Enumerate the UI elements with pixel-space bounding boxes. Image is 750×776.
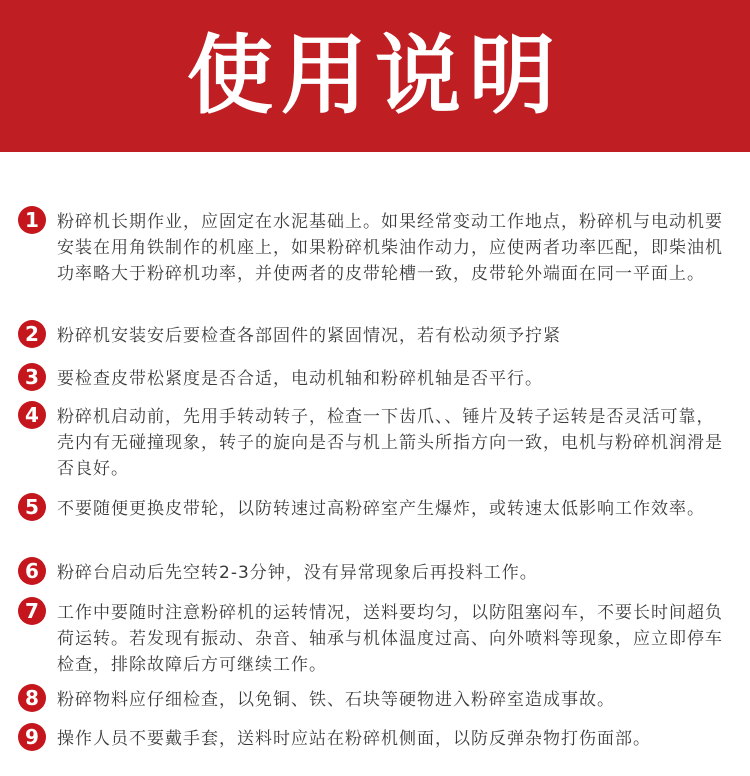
- item-text: 要检查皮带松紧度是否合适，电动机轴和粉碎机轴是否平行。: [57, 369, 543, 389]
- list-item: [18, 496, 730, 522]
- item-text: 不要随便更换皮带轮，以防转速过高粉碎室产生爆炸，或转速太低影响工作效率。: [57, 499, 705, 519]
- item-number-badge: 5: [18, 493, 46, 521]
- item-number-badge: 1: [18, 206, 46, 234]
- item-text: 粉碎物料应仔细检查，以免铜、铁、石块等硬物进入粉碎室造成事故。: [57, 690, 615, 710]
- item-text: 工作中要随时注意粉碎机的运转情况，送料要均匀，以防阻塞闷车，不要长时间超负荷运转。若发现有振动、杂音、轴承与机体温度过高、向外喷料等现象，应立即停车检查，排除故障后方可继续工作。: [57, 603, 723, 675]
- item-text: 操作人员不要戴手套，送料时应站在粉碎机侧面，以防反弹杂物打伤面部。: [57, 729, 651, 749]
- item-text: 粉碎机启动前，先用手转动转子，检查一下齿爪、、锤片及转子运转是否灵活可靠，壳内有无碰撞现象，转子的旋向是否与机上箭头所指方向一致，电机与粉碎机润滑是否良好。: [57, 407, 723, 479]
- item-text: 粉碎台启动后先空转2-3分钟，没有异常现象后再投料工作。: [57, 563, 538, 583]
- item-text: 粉碎机长期作业，应固定在水泥基础上。如果经常变动工作地点，粉碎机与电动机要安装在用角铁制作的机座上，如果粉碎机柴油作动力，应使两者功率匹配，即柴油机功率略大于粉碎机功率，并使两者的皮带轮槽一致，皮带轮外端面在同一平面上。: [57, 212, 723, 284]
- item-number-badge: 8: [18, 684, 46, 712]
- list-item: [18, 366, 730, 392]
- list-item: [18, 323, 730, 349]
- list-item: [18, 687, 730, 713]
- list-item: [18, 726, 730, 752]
- item-number-badge: 6: [18, 557, 46, 585]
- item-number-badge: 3: [18, 363, 46, 391]
- list-item: [18, 600, 730, 678]
- item-number-badge: 9: [18, 723, 46, 751]
- item-number-badge: 7: [18, 597, 46, 625]
- list-item: [18, 560, 730, 586]
- list-item: [18, 209, 730, 287]
- item-number-badge: 2: [18, 320, 46, 348]
- item-text: 粉碎机安装安后要检查各部固件的紧固情况，若有松动须予拧紧: [57, 326, 561, 346]
- page-title: 使用说明: [187, 26, 563, 126]
- list-item: [18, 404, 730, 482]
- item-number-badge: 4: [18, 401, 46, 429]
